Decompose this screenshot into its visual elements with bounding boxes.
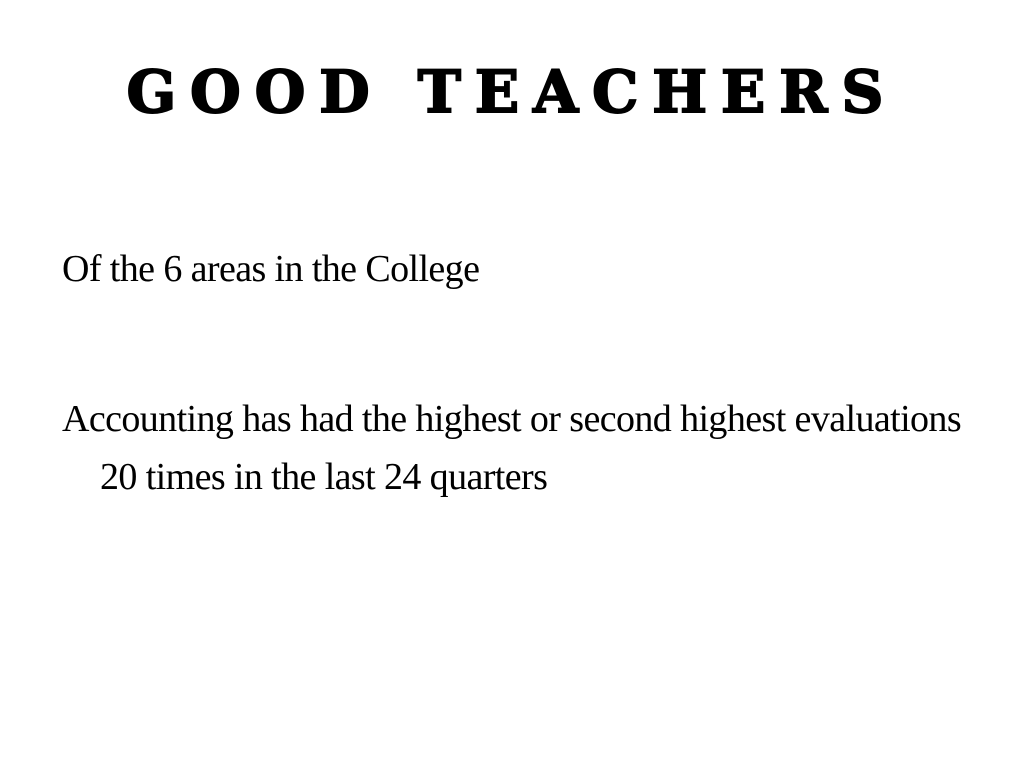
body-paragraph-accounting: Accounting has had the highest or second highest evaluations 20 times in the last 24 quarters: [62, 398, 962, 498]
slide-body: [62, 240, 962, 506]
body-paragraph-areas: Of the 6 areas in the College: [62, 248, 480, 290]
slide-title: GOOD TEACHERS: [126, 58, 898, 126]
